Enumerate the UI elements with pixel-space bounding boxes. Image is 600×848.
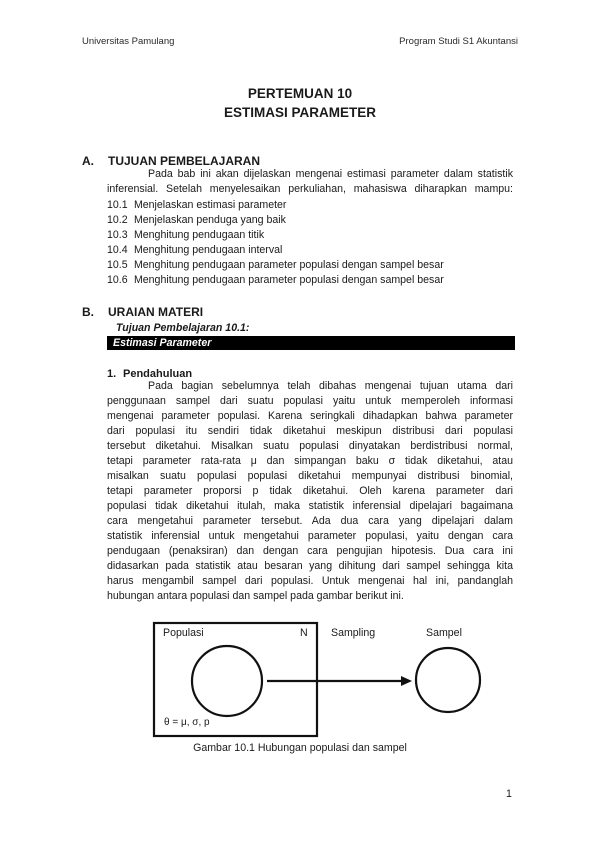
paragraph-line: Pada bagian sebelumnya telah dibahas mengenai tujuan utama dari <box>148 380 513 392</box>
paragraph-line: hubungan antara populasi dan sampel pada gambar berikut ini. <box>107 590 404 602</box>
paragraph-line: penggunaan sampel dari suatu populasi yaitu untuk memperoleh informasi <box>107 395 513 407</box>
objective-text: Menjelaskan estimasi parameter <box>133 199 287 211</box>
populasi-label: Populasi <box>163 627 204 639</box>
objective-text: Menghitung pendugaan parameter populasi dengan sampel besar <box>133 274 444 286</box>
objective-text: Menghitung pendugaan interval <box>133 244 283 256</box>
population-circle <box>192 646 262 716</box>
paragraph-line: tersebut diketahui. Misalkan suatu populasi dinyatakan berdistribusi normal, <box>107 440 513 452</box>
section-a-title: TUJUAN PEMBELAJARAN <box>108 154 261 168</box>
subsection-num: 1. <box>107 368 117 380</box>
section-b-letter: B. <box>82 305 94 319</box>
sample-circle <box>416 648 480 712</box>
section-b-title: URAIAN MATERI <box>108 305 204 319</box>
paragraph-line: populasi tidak diketahui itulah, maka statistik inferensial dipelajari bagaimana <box>107 500 513 512</box>
arrow-head-icon <box>401 676 412 686</box>
paragraph-line: cara mengetahui parameter tersebut. Ada dua cara yang dipelajari dalam <box>107 515 513 527</box>
objective-text: Menghitung pendugaan titik <box>133 229 265 241</box>
paragraph-line: mengenai parameter populasi. Karena seringkali dihadapkan bahwa parameter <box>107 410 513 422</box>
paragraph-line: harus mengambil sampel dari populasi. Untuk mengenai hal ini, pandanglah <box>107 575 513 587</box>
paragraph-line: tetapi parameter proporsi p tidak diketahui. Oleh karena parameter dari <box>107 485 513 497</box>
objective-num: 10.5 <box>107 259 128 271</box>
paragraph-line: misalkan suatu populasi populasi diketahui mempunyai distribusi binomial, <box>107 470 513 482</box>
figure-caption: Gambar 10.1 Hubungan populasi dan sampel <box>193 742 407 754</box>
page-title-line2: ESTIMASI PARAMETER <box>223 105 376 120</box>
sampel-label: Sampel <box>426 627 462 639</box>
paragraph-line: tetapi parameter rata-rata μ dan simpangan baku σ tidak diketahui, atau <box>107 455 513 467</box>
parameters-label: θ = μ, σ, p <box>164 717 210 728</box>
page-title-line1: PERTEMUAN 10 <box>247 86 353 101</box>
paragraph-line: pendugaan (penaksiran) dan dengan cara pengujian hipotesis. Dua cara ini <box>107 545 513 557</box>
objective-num: 10.3 <box>107 229 128 241</box>
n-label: N <box>300 627 308 639</box>
paragraph-line: statistik inferensial untuk mengetahui parameter populasi, yaitu dengan cara <box>107 530 513 542</box>
learning-objective-subtitle: Tujuan Pembelajaran 10.1: <box>116 322 250 334</box>
section-a-intro-line: inferensial. Setelah menyelesaikan perkuliahan, mahasiswa diharapkan mampu: <box>107 183 513 195</box>
topic-bar-label: Estimasi Parameter <box>113 337 212 349</box>
sampling-label: Sampling <box>331 627 376 639</box>
objective-num: 10.4 <box>107 244 128 256</box>
objective-text: Menghitung pendugaan parameter populasi dengan sampel besar <box>133 259 444 271</box>
section-a-letter: A. <box>82 154 94 168</box>
subsection-title: Pendahuluan <box>123 368 193 380</box>
header-program: Program Studi S1 Akuntansi <box>399 36 518 47</box>
page-number: 1 <box>506 788 512 800</box>
objective-num: 10.1 <box>107 199 128 211</box>
paragraph-line: dari populasi itu sendiri tidak diketahui meskipun distribusi dari populasi <box>107 425 513 437</box>
objective-text: Menjelaskan penduga yang baik <box>133 214 286 226</box>
objective-num: 10.2 <box>107 214 128 226</box>
objective-num: 10.6 <box>107 274 128 286</box>
header-institution: Universitas Pamulang <box>82 36 175 47</box>
paragraph-line: didasarkan pada statistik atau besaran yang dihitung dari sampel sehingga kita <box>107 560 513 572</box>
section-a-intro-line: Pada bab ini akan dijelaskan mengenai estimasi parameter dalam statistik <box>148 168 513 180</box>
